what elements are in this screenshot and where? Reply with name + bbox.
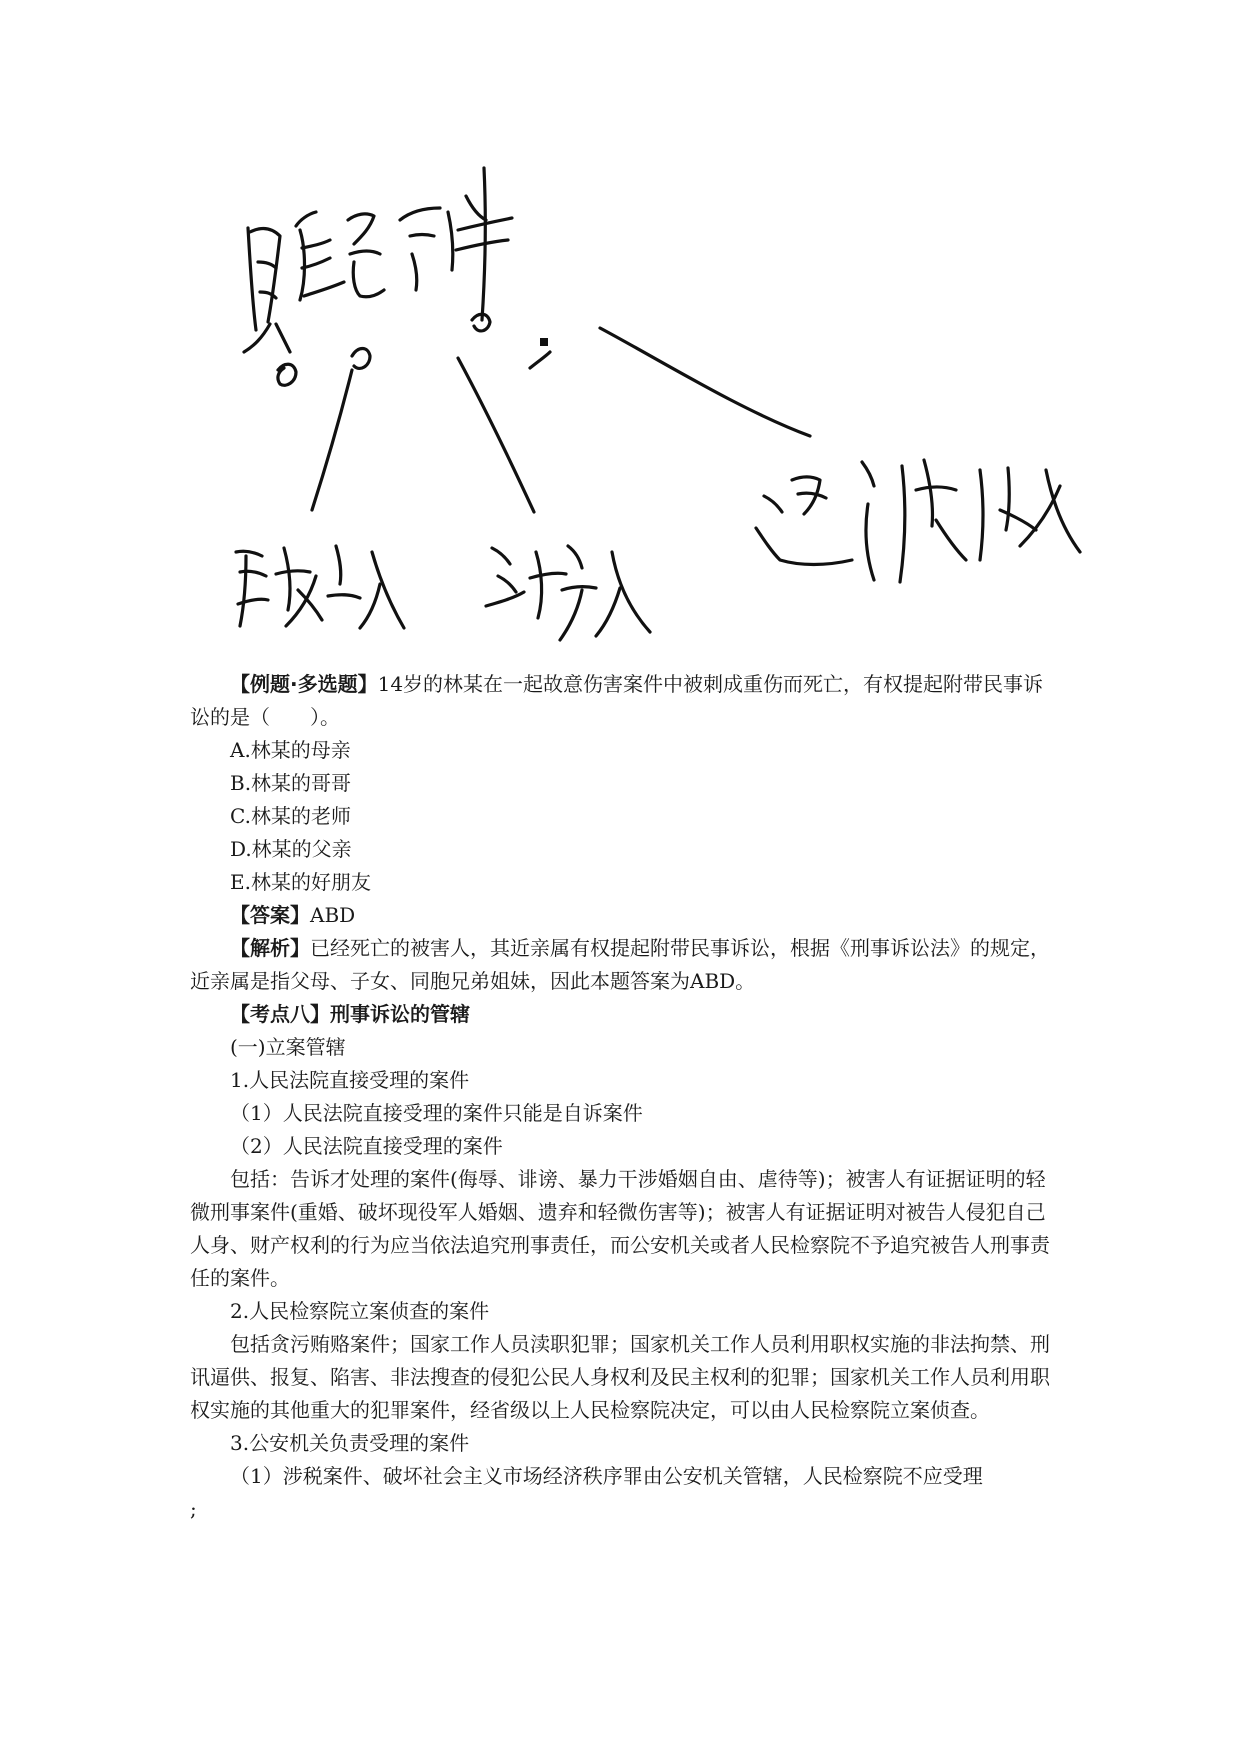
handwriting-top-left xyxy=(244,168,550,385)
subsection-title: (一)立案管辖 xyxy=(230,1035,346,1059)
question-stem xyxy=(190,668,1055,734)
answer-tag: 【答案】 xyxy=(230,903,310,927)
answer-line xyxy=(190,899,1055,932)
item-2-paragraph: 包括贪污贿赂案件；国家工作人员渎职犯罪；国家机关工作人员利用职权实施的非法拘禁、刑讯逼供、报复、陷害、非法搜查的侵犯公民人身权利及民主权利的犯罪；国家机关工作人员利用职权实施的其他重大的犯罪案件，经省级以上人民检察院决定，可以由人民检察院立案侦查。 xyxy=(190,1332,1050,1422)
item-3-title: 3.公安机关负责受理的案件 xyxy=(230,1431,470,1455)
item-1-title: 1.人民法院直接受理的案件 xyxy=(230,1068,470,1092)
analysis-tag: 【解析】 xyxy=(230,936,310,960)
question-tag: 【例题·多选题】 xyxy=(230,672,378,696)
question-stem-text: 14岁的林某在一起故意伤害案件中被刺成重伤而死亡，有权提起附带民事诉讼的是（ ）。 xyxy=(190,672,1044,729)
item-3-1: （1）涉税案件、破坏社会主义市场经济秩序罪由公安机关管辖，人民检察院不应受理 xyxy=(230,1464,983,1488)
item-1-paragraph: 包括：告诉才处理的案件(侮辱、诽谤、暴力干涉婚姻自由、虐待等)；被害人有证据证明的轻微刑事案件(重婚、破坏现役军人婚姻、遗弃和轻微伤害等)；被害人有证据证明对被告人侵犯自己人身、财产权利的行为应当依法追究刑事责任，而公安机关或者人民检察院不予追究被告人刑事责任的案件。 xyxy=(190,1167,1050,1290)
handwriting-bottom-left xyxy=(236,546,404,628)
option-b: B.林某的哥哥 xyxy=(230,771,352,795)
option-c: C.林某的老师 xyxy=(230,804,351,828)
item-1-2: （2）人民法院直接受理的案件 xyxy=(230,1134,503,1158)
trailing-semicolon: ; xyxy=(190,1497,197,1521)
option-e: E.林某的好朋友 xyxy=(230,870,371,894)
item-2-title: 2.人民检察院立案侦查的案件 xyxy=(230,1299,490,1323)
option-d: D.林某的父亲 xyxy=(230,837,352,861)
handwriting-bottom-right xyxy=(756,460,1080,582)
section-heading: 【考点八】刑事诉讼的管辖 xyxy=(230,1002,470,1026)
handwriting-bottom-middle xyxy=(486,546,650,640)
analysis-text: 已经死亡的被害人，其近亲属有权提起附带民事诉讼，根据《刑事诉讼法》的规定，近亲属是指父母、子女、同胞兄弟姐妹，因此本题答案为ABD。 xyxy=(190,936,1050,993)
item-1-1: （1）人民法院直接受理的案件只能是自诉案件 xyxy=(230,1101,643,1125)
handwriting-svg xyxy=(0,0,1241,660)
analysis-paragraph xyxy=(190,932,1055,998)
handwritten-diagram xyxy=(0,0,1241,660)
document-body xyxy=(190,668,1055,1526)
option-a: A.林某的母亲 xyxy=(230,738,351,762)
answer-value: ABD xyxy=(310,903,356,927)
